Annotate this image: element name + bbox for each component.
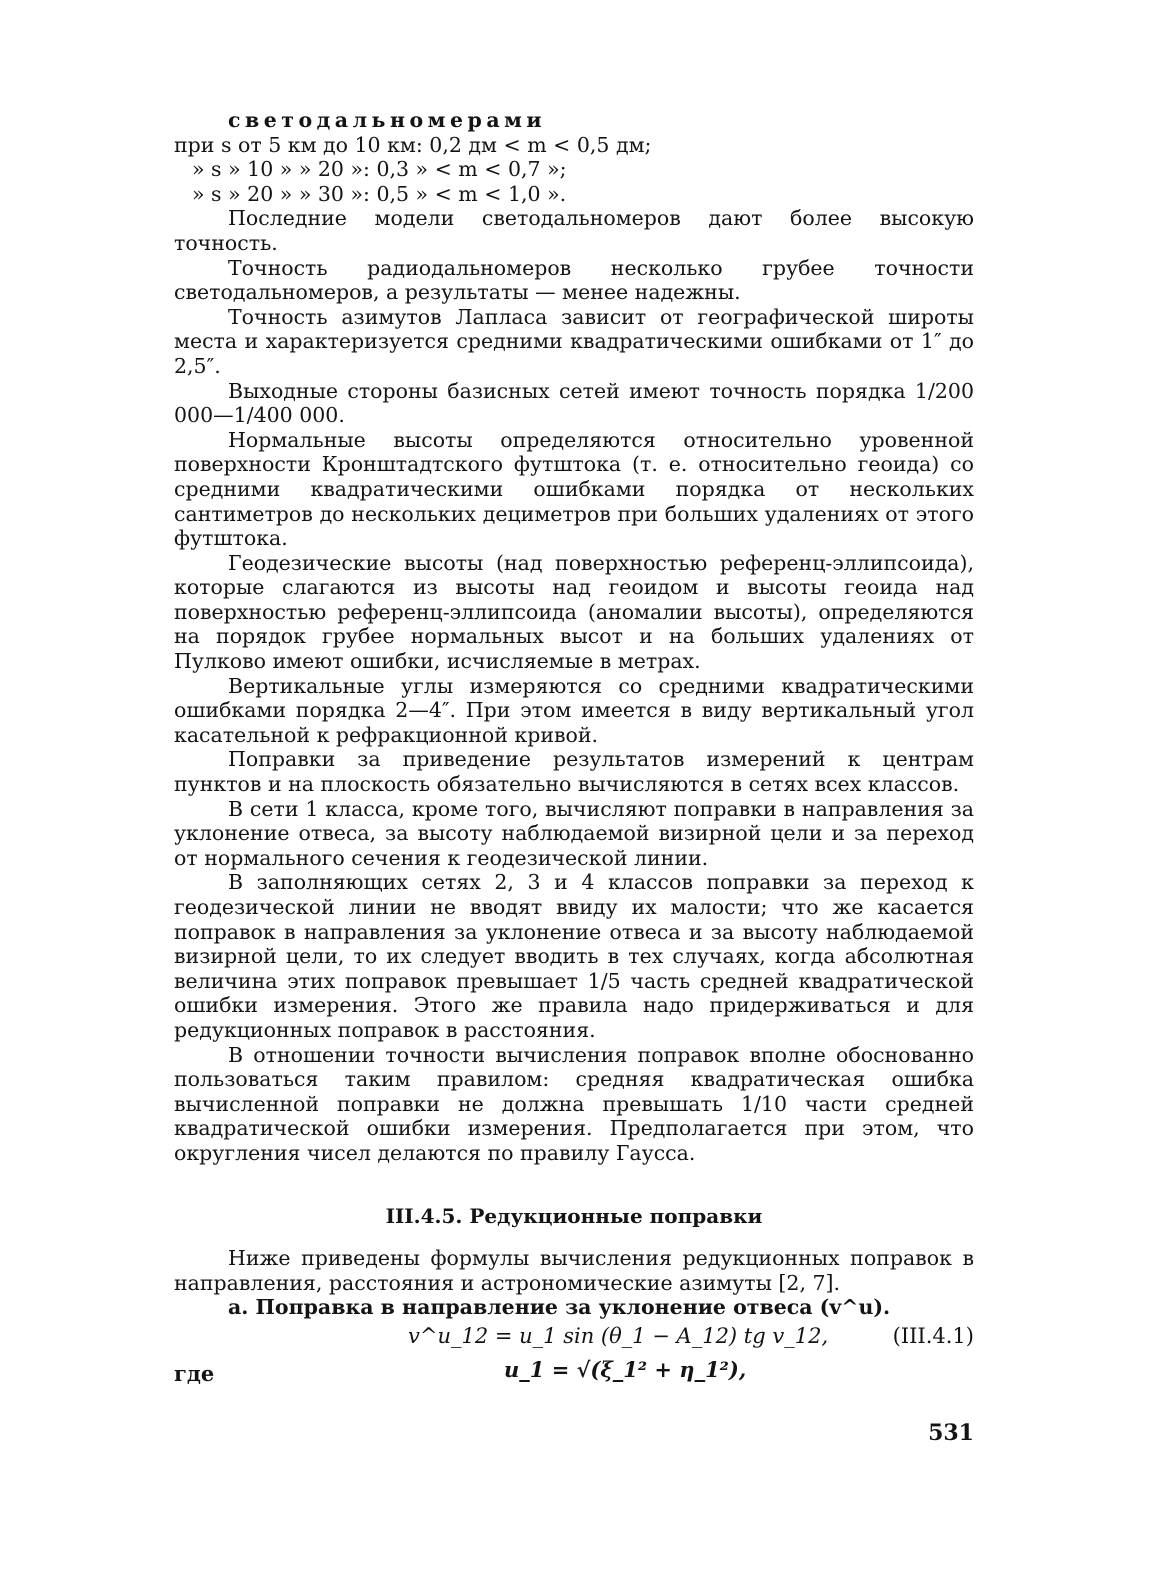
paragraph: Последние модели светодальномеров дают более высокую точность.	[174, 206, 974, 255]
range-line-3: » s » 20 » » 30 »: 0,5 » < m < 1,0 ».	[192, 181, 567, 206]
paragraph: Выходные стороны базисных сетей имеют точность порядка 1/200 000—1/400 000.	[174, 378, 974, 428]
section-heading: III.4.5. Редукционные поправки	[385, 1203, 763, 1228]
paragraph: В заполняющих сетях 2, 3 и 4 классов поправки за переход к геодезической линии не вводят ввиду их малости; что же касается поправок в направления за уклонение отвеса и за высоту наблюдаемой визирной цели, то их следует вводить в тех случаях, когда абсолютная величина этих поправок превышает 1/5 часть средней квадратической ошибки измерения. Этого же правила надо придерживаться и для редукционных поправок в расстояния.	[174, 870, 974, 1042]
subsection-title: а. Поправка в направление за уклонение отвеса (v^u).	[228, 1295, 891, 1320]
heading-word: светодальномерами	[228, 108, 547, 132]
paragraph: В сети 1 класса, кроме того, вычисляют поправки в направления за уклонение отвеса, за высоту наблюдаемой визирной цели и за переход от нормального сечения к геодезической линии.	[174, 796, 974, 870]
paragraph: Геодезические высоты (над поверхностью референц-эллипсоида), которые слагаются из высоты над геоидом и высоты геоида над поверхностью референц-эллипсоида (аномалии высоты), определяются на порядок грубее нормальных высот и на больших удалениях от Пулково имеют ошибки, исчисляемые в метрах.	[174, 550, 974, 674]
formula-row	[174, 1320, 974, 1356]
formula-1: v^u_12 = u_1 sin (θ_1 − A_12) tg v_12,	[408, 1323, 829, 1348]
paragraph: В отношении точности вычисления поправок вполне обоснованно пользоваться таким правилом: средняя квадратическая ошибка вычисленной поправки не должна превышать 1/10 части средней квадратической ошибки измерения. Предполагается при этом, что округления чисел делаются по правилу Гаусса.	[174, 1042, 974, 1165]
where-label: где	[174, 1360, 215, 1386]
document-page	[174, 108, 974, 1392]
formula-number: (III.4.1)	[892, 1323, 974, 1348]
paragraph: Вертикальные углы измеряются со средними квадратическими ошибками порядка 2—4″. При этом имеется в виду вертикальный угол касательной к рефракционной кривой.	[174, 673, 974, 747]
range-line-2: » s » 10 » » 20 »: 0,3 » < m < 0,7 »;	[192, 157, 567, 182]
paragraph: Точность азимутов Лапласа зависит от географической широты места и характеризуется средними квадратическими ошибками от 1″ до 2,5″.	[174, 304, 974, 378]
section-intro: Ниже приведены формулы вычисления редукционных поправок в направления, расстояния и астрономические азимуты [2, 7].	[174, 1246, 974, 1295]
paragraph: Точность радиодальномеров несколько грубее точности светодальномеров, а результаты — менее надежны.	[174, 255, 974, 305]
where-row	[174, 1356, 974, 1392]
page-number: 531	[928, 1420, 974, 1446]
paragraph: Нормальные высоты определяются относительно уровенной поверхности Кронштадтского футштока (т. е. относительно геоида) со средними квадратическими ошибками порядка от нескольких сантиметров до нескольких дециметров при больших удалениях от этого футштока.	[174, 427, 974, 551]
body-text	[174, 108, 974, 1392]
range-line-1: при s от 5 км до 10 км: 0,2 дм < m < 0,5 дм;	[174, 132, 652, 157]
formula-2: u_1 = √(ξ_1² + η_1²),	[504, 1356, 747, 1382]
paragraph: Поправки за приведение результатов измерений к центрам пунктов и на плоскость обязательно вычисляются в сетях всех классов.	[174, 747, 974, 797]
